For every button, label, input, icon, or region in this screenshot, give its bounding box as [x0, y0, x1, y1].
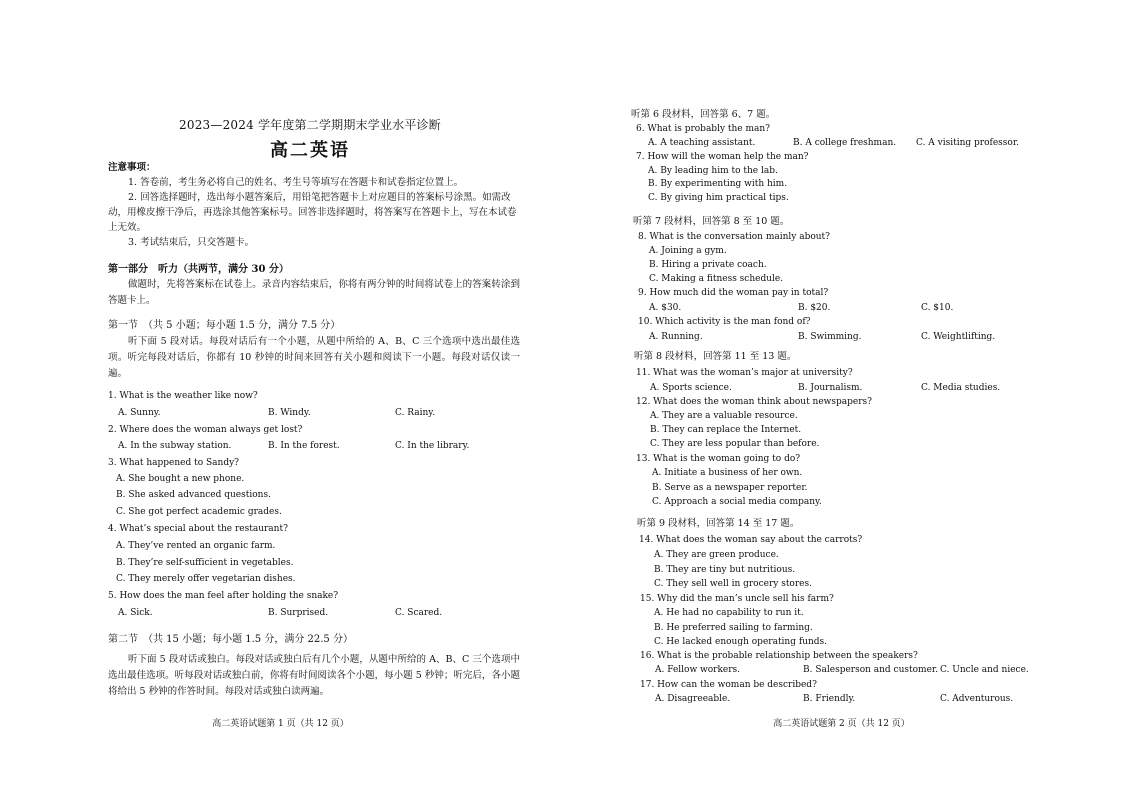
- option-c: C. In the library.: [395, 441, 470, 451]
- option-a: A. They are green produce.: [654, 550, 779, 560]
- note-item: 3. 考试结束后，只交答题卡。: [128, 237, 255, 248]
- section2-heading: 第二节 （共 15 小题；每小题 1.5 分，满分 22.5 分）: [108, 634, 353, 645]
- group-heading: 听第 9 段材料，回答第 14 至 17 题。: [637, 518, 800, 529]
- option-c: C. They sell well in grocery stores.: [654, 579, 812, 589]
- question: 12. What does the woman think about newspapers?: [636, 397, 872, 407]
- group-heading: 听第 8 段材料，回答第 11 至 13 题。: [634, 351, 797, 362]
- option-b: B. Salesperson and customer.: [803, 665, 939, 675]
- option-b: B. Windy.: [268, 408, 311, 418]
- question: 17. How can the woman be described?: [640, 680, 817, 690]
- group-heading: 听第 7 段材料，回答第 8 至 10 题。: [633, 216, 790, 227]
- part1-intro: 做题时，先将答案标在试卷上。录音内容结束后，你将有两分钟的时间将试卷上的答案转涂到答题卡上。: [108, 279, 520, 306]
- notes-heading: 注意事项：: [108, 162, 156, 173]
- question: 9. How much did the woman pay in total?: [638, 288, 829, 298]
- option-a: A. By leading him to the lab.: [648, 166, 778, 176]
- option-b: B. He preferred sailing to farming.: [654, 623, 813, 633]
- option-b: B. Journalism.: [798, 383, 863, 393]
- option-c: C. Scared.: [395, 608, 443, 618]
- question: 7. How will the woman help the man?: [636, 152, 809, 162]
- option-a: A. Disagreeable.: [655, 694, 731, 704]
- question: 8. What is the conversation mainly about?: [638, 232, 831, 242]
- page-footer: 高二英语试题第 1 页（共 12 页）: [212, 719, 349, 729]
- option-c: C. $10.: [921, 303, 954, 313]
- option-a: A. Fellow workers.: [655, 665, 741, 675]
- option-c: C. Approach a social media company.: [652, 497, 822, 507]
- option-c: C. Rainy.: [395, 408, 436, 418]
- option-b: B. She asked advanced questions.: [116, 490, 271, 500]
- option-a: A. Sick.: [118, 608, 153, 618]
- option-c: C. They merely offer vegetarian dishes.: [116, 574, 296, 584]
- option-b: B. A college freshman.: [793, 138, 897, 148]
- option-b: B. $20.: [798, 303, 831, 313]
- option-c: C. A visiting professor.: [916, 138, 1019, 148]
- question: 3. What happened to Sandy?: [108, 458, 239, 468]
- option-a: A. $30.: [649, 303, 682, 313]
- option-a: A. They’ve rented an organic farm.: [116, 541, 276, 551]
- section2-intro: 听下面 5 段对话或独白。每段对话或独白后有几个小题，从题中所给的 A、B、C 三个选项中选出最佳选项。听每段对话或独白前，你将有时间阅读各个小题，每小题 5 秒钟；听完后，各小题将给出 5 秒钟的作答时间。每段对话或独白读两遍。: [108, 654, 520, 697]
- group-heading: 听第 6 段材料，回答第 6、7 题。: [631, 109, 776, 120]
- option-c: C. Weightlifting.: [921, 332, 996, 342]
- section1-heading: 第一节 （共 5 小题；每小题 1.5 分，满分 7.5 分）: [108, 320, 341, 331]
- subject-title: 高二英语: [270, 140, 350, 161]
- option-a: A. A teaching assistant.: [648, 138, 756, 148]
- question: 13. What is the woman going to do?: [636, 454, 801, 464]
- option-c: C. Adventurous.: [940, 694, 1014, 704]
- question: 10. Which activity is the man fond of?: [638, 317, 811, 327]
- option-b: B. Friendly.: [803, 694, 856, 704]
- part1-heading: 第一部分 听力（共两节，满分 30 分）: [108, 264, 289, 275]
- option-a: A. In the subway station.: [118, 441, 232, 451]
- option-c: C. They are less popular than before.: [650, 439, 820, 449]
- option-a: A. Joining a gym.: [649, 246, 727, 256]
- option-a: A. Running.: [649, 332, 703, 342]
- question: 1. What is the weather like now?: [108, 391, 258, 401]
- option-c: C. He lacked enough operating funds.: [654, 637, 828, 647]
- option-b: B. In the forest.: [268, 441, 340, 451]
- question: 11. What was the woman’s major at university?: [636, 368, 853, 378]
- option-a: A. Sports science.: [650, 383, 732, 393]
- option-a: A. Initiate a business of her own.: [652, 468, 803, 478]
- option-a: A. She bought a new phone.: [116, 474, 245, 484]
- question: 5. How does the man feel after holding the snake?: [108, 591, 339, 601]
- option-c: C. Making a fitness schedule.: [649, 274, 784, 284]
- right-page: [561, 0, 1122, 794]
- page-footer: 高二英语试题第 2 页（共 12 页）: [773, 719, 910, 729]
- option-a: A. They are a valuable resource.: [650, 411, 798, 421]
- option-b: B. They are tiny but nutritious.: [654, 565, 796, 575]
- option-b: B. Hiring a private coach.: [649, 260, 767, 270]
- question: 14. What does the woman say about the carrots?: [639, 535, 863, 545]
- option-c: C. Uncle and niece.: [940, 665, 1029, 675]
- question: 15. Why did the man’s uncle sell his farm?: [640, 594, 834, 604]
- question: 16. What is the probable relationship between the speakers?: [640, 651, 918, 661]
- section1-intro: 听下面 5 段对话。每段对话后有一个小题，从题中所给的 A、B、C 三个选项中选出最佳选项。听完每段对话后，你都有 10 秒钟的时间来回答有关小题和阅读下一小题。每段对话仅读一遍。: [108, 336, 520, 379]
- exam-title: 2023—2024 学年度第二学期期末学业水平诊断: [179, 118, 441, 132]
- option-b: B. They can replace the Internet.: [650, 425, 802, 435]
- question: 6. What is probably the man?: [636, 124, 771, 134]
- notes-block: [108, 160, 520, 250]
- option-a: A. Sunny.: [118, 408, 161, 418]
- option-b: B. Surprised.: [268, 608, 329, 618]
- note-item: 2. 回答选择题时，选出每小题答案后，用铅笔把答题卡上对应题目的答案标号涂黑。如需改动，用橡皮擦干净后，再选涂其他答案标号。回答非选择题时，将答案写在答题卡上，写在本试卷上无效。: [108, 192, 517, 233]
- option-a: A. He had no capability to run it.: [654, 608, 804, 618]
- option-b: B. They’re self-sufficient in vegetables.: [116, 558, 294, 568]
- option-b: B. Swimming.: [798, 332, 862, 342]
- note-item: 1. 答卷前，考生务必将自己的姓名、考生号等填写在答题卡和试卷指定位置上。: [128, 177, 464, 188]
- option-c: C. She got perfect academic grades.: [116, 507, 282, 517]
- question: 4. What’s special about the restaurant?: [108, 524, 288, 534]
- option-c: C. By giving him practical tips.: [648, 193, 789, 203]
- question: 2. Where does the woman always get lost?: [108, 425, 303, 435]
- option-b: B. Serve as a newspaper reporter.: [652, 483, 808, 493]
- option-b: B. By experimenting with him.: [648, 179, 788, 189]
- option-c: C. Media studies.: [921, 383, 1001, 393]
